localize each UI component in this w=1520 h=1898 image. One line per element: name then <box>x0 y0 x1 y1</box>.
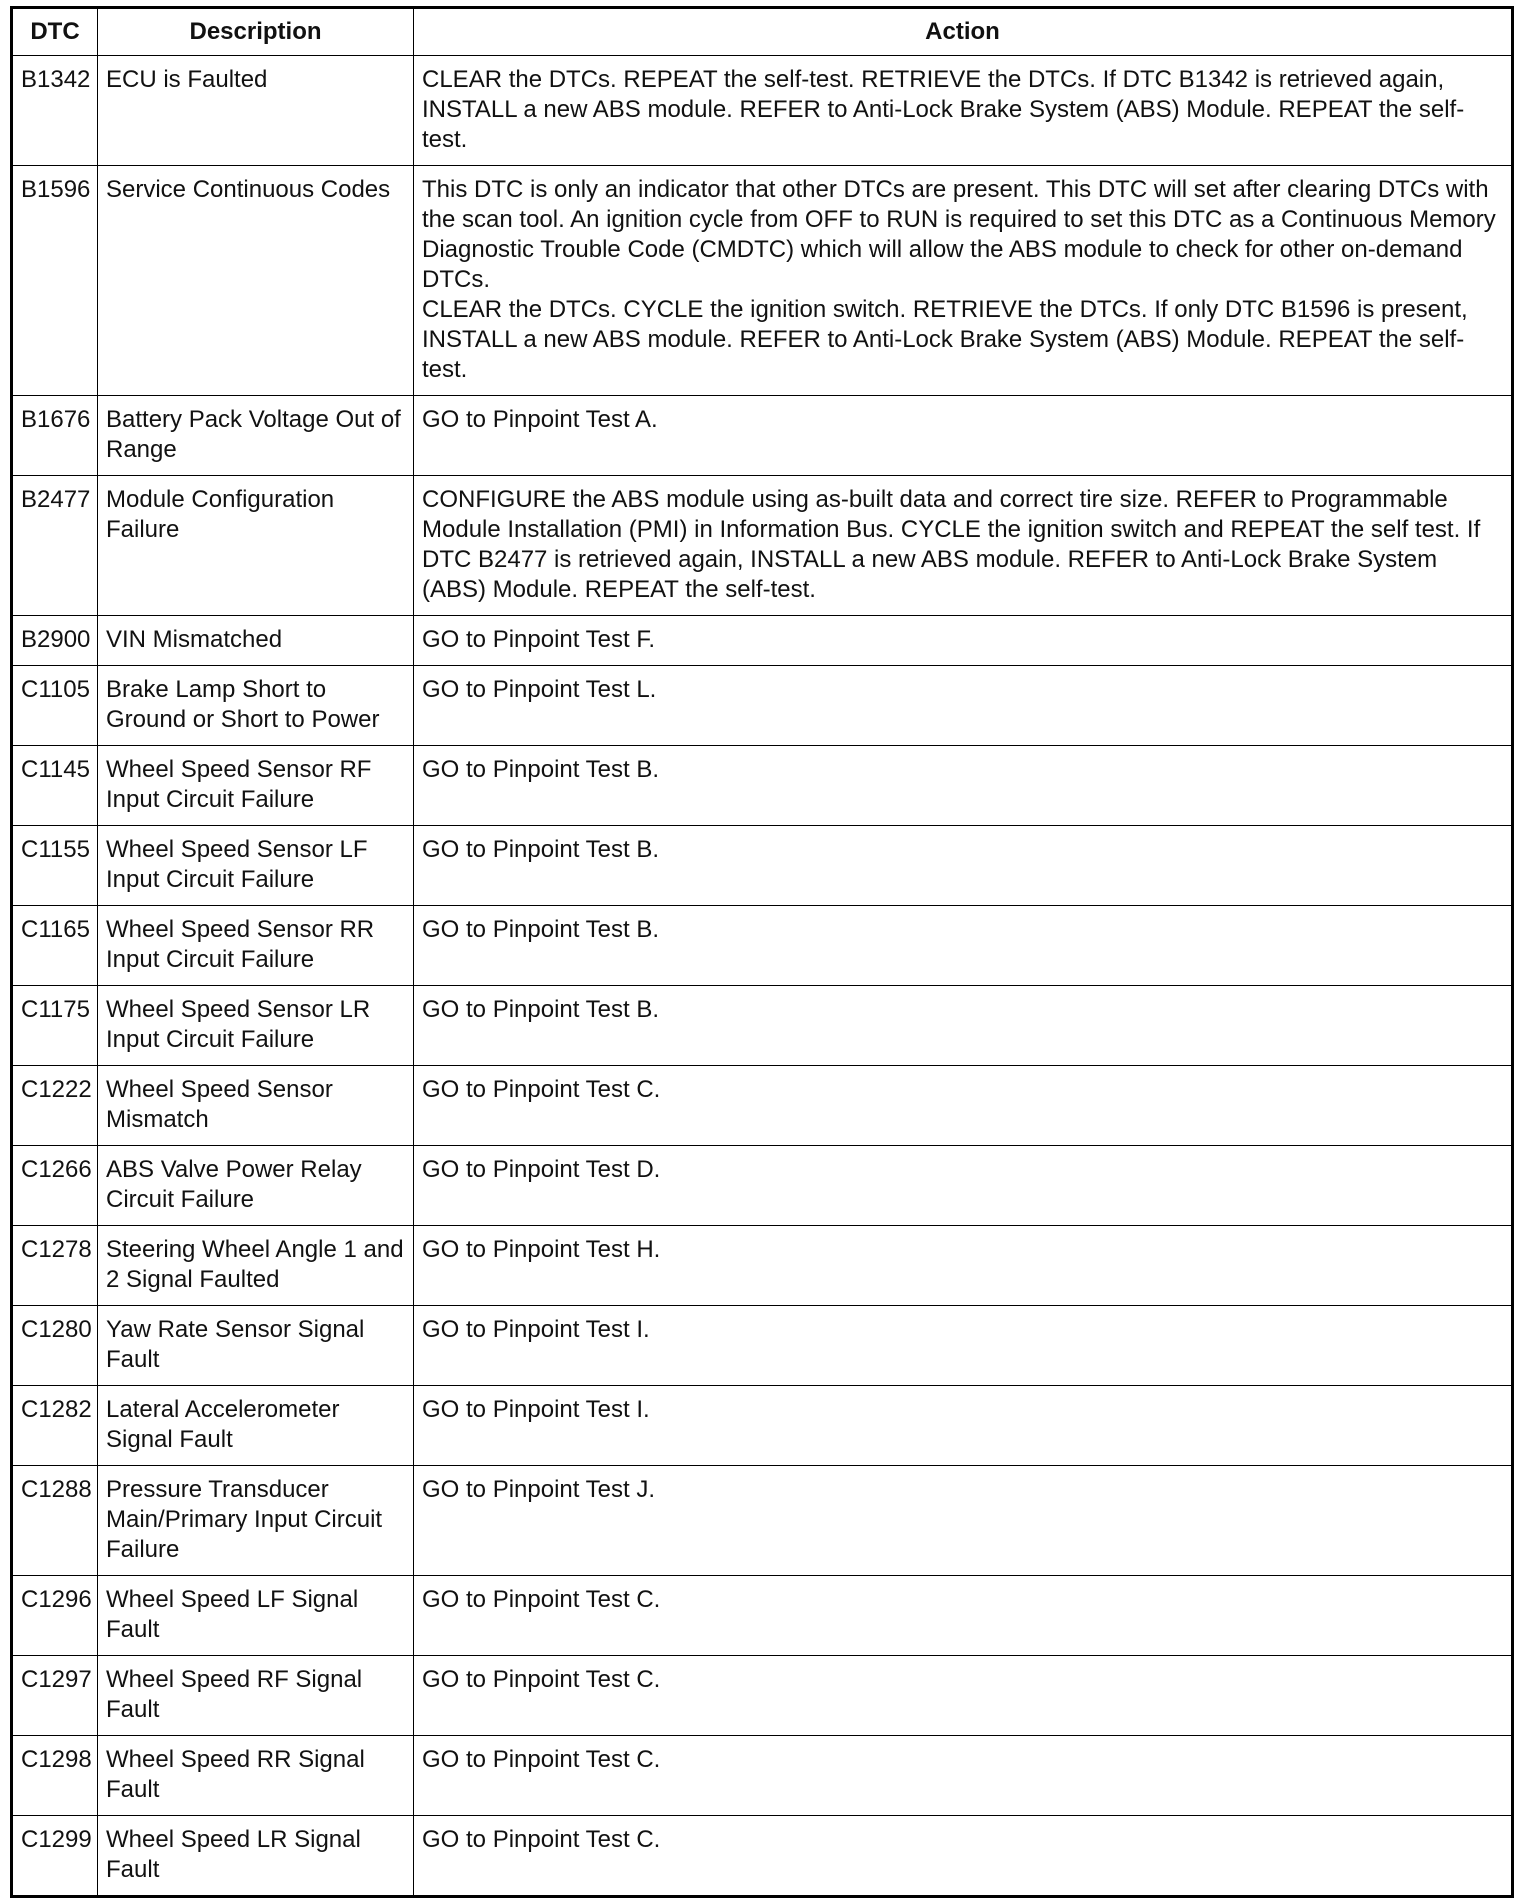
dtc-code-cell: C1155 <box>12 826 98 906</box>
description-cell: Wheel Speed LR Signal Fault <box>98 1816 414 1897</box>
dtc-code-cell: B2477 <box>12 476 98 616</box>
action-cell: GO to Pinpoint Test B. <box>414 746 1513 826</box>
description-cell: Wheel Speed Sensor LR Input Circuit Failure <box>98 986 414 1066</box>
description-cell: VIN Mismatched <box>98 616 414 666</box>
table-row <box>12 1146 1513 1226</box>
description-cell: ECU is Faulted <box>98 56 414 166</box>
action-cell: GO to Pinpoint Test C. <box>414 1816 1513 1897</box>
description-cell: Wheel Speed RF Signal Fault <box>98 1656 414 1736</box>
action-cell: GO to Pinpoint Test C. <box>414 1576 1513 1656</box>
action-cell: GO to Pinpoint Test I. <box>414 1386 1513 1466</box>
description-cell: Module Configuration Failure <box>98 476 414 616</box>
description-cell: Brake Lamp Short to Ground or Short to Power <box>98 666 414 746</box>
action-cell: GO to Pinpoint Test C. <box>414 1736 1513 1816</box>
action-cell: CLEAR the DTCs. REPEAT the self-test. RETRIEVE the DTCs. If DTC B1342 is retrieved again, INSTALL a new ABS module. REFER to Anti-Lock Brake System (ABS) Module. REPEAT the self-test. <box>414 56 1513 166</box>
action-cell: GO to Pinpoint Test J. <box>414 1466 1513 1576</box>
table-row <box>12 1226 1513 1306</box>
description-cell: Wheel Speed Sensor RF Input Circuit Failure <box>98 746 414 826</box>
action-cell: GO to Pinpoint Test B. <box>414 826 1513 906</box>
table-row <box>12 666 1513 746</box>
dtc-code-cell: C1222 <box>12 1066 98 1146</box>
table-row <box>12 986 1513 1066</box>
dtc-code-cell: C1298 <box>12 1736 98 1816</box>
dtc-code-cell: B1342 <box>12 56 98 166</box>
table-row <box>12 826 1513 906</box>
dtc-code-cell: C1278 <box>12 1226 98 1306</box>
description-cell: Yaw Rate Sensor Signal Fault <box>98 1306 414 1386</box>
header-row <box>12 8 1513 56</box>
dtc-code-cell: C1165 <box>12 906 98 986</box>
table-body <box>12 56 1513 1897</box>
action-cell: GO to Pinpoint Test I. <box>414 1306 1513 1386</box>
action-cell: CONFIGURE the ABS module using as-built data and correct tire size. REFER to Programmable Module Installation (PMI) in Information Bus. CYCLE the ignition switch and REPEAT the self test. If DTC B2477 is retrieved again, INSTALL a new ABS module. REFER to Anti-Lock Brake System (ABS) Module. REPEAT the self-test. <box>414 476 1513 616</box>
description-cell: Service Continuous Codes <box>98 166 414 396</box>
dtc-code-cell: C1105 <box>12 666 98 746</box>
dtc-code-cell: C1175 <box>12 986 98 1066</box>
action-cell: GO to Pinpoint Test A. <box>414 396 1513 476</box>
table-row <box>12 746 1513 826</box>
dtc-code-cell: C1280 <box>12 1306 98 1386</box>
description-cell: Pressure Transducer Main/Primary Input Circuit Failure <box>98 1466 414 1576</box>
dtc-table <box>10 6 1514 1898</box>
action-cell: This DTC is only an indicator that other DTCs are present. This DTC will set after clearing DTCs with the scan tool. An ignition cycle from OFF to RUN is required to set this DTC as a Continuous Memory Diagnostic Trouble Code (CMDTC) which will allow the ABS module to check for other on-demand DTCs. CLEAR the DTCs. CYCLE the ignition switch. RETRIEVE the DTCs. If only DTC B1596 is present, INSTALL a new ABS module. REFER to Anti-Lock Brake System (ABS) Module. REPEAT the self-test. <box>414 166 1513 396</box>
description-cell: Wheel Speed LF Signal Fault <box>98 1576 414 1656</box>
dtc-code-cell: B1596 <box>12 166 98 396</box>
table-row <box>12 906 1513 986</box>
dtc-code-cell: C1145 <box>12 746 98 826</box>
table-row <box>12 56 1513 166</box>
header-description: Description <box>98 8 414 56</box>
table-header <box>12 8 1513 56</box>
dtc-code-cell: C1299 <box>12 1816 98 1897</box>
action-cell: GO to Pinpoint Test B. <box>414 986 1513 1066</box>
description-cell: Wheel Speed Sensor LF Input Circuit Failure <box>98 826 414 906</box>
dtc-code-cell: C1288 <box>12 1466 98 1576</box>
table-row <box>12 166 1513 396</box>
description-cell: Steering Wheel Angle 1 and 2 Signal Faulted <box>98 1226 414 1306</box>
header-dtc: DTC <box>12 8 98 56</box>
action-cell: GO to Pinpoint Test H. <box>414 1226 1513 1306</box>
table-row <box>12 616 1513 666</box>
table-row <box>12 1736 1513 1816</box>
action-cell: GO to Pinpoint Test D. <box>414 1146 1513 1226</box>
description-cell: Wheel Speed Sensor RR Input Circuit Failure <box>98 906 414 986</box>
table-row <box>12 1466 1513 1576</box>
dtc-code-cell: B1676 <box>12 396 98 476</box>
header-action: Action <box>414 8 1513 56</box>
dtc-code-cell: B2900 <box>12 616 98 666</box>
table-row <box>12 396 1513 476</box>
action-cell: GO to Pinpoint Test C. <box>414 1066 1513 1146</box>
table-row <box>12 1066 1513 1146</box>
action-cell: GO to Pinpoint Test B. <box>414 906 1513 986</box>
description-cell: Wheel Speed Sensor Mismatch <box>98 1066 414 1146</box>
description-cell: ABS Valve Power Relay Circuit Failure <box>98 1146 414 1226</box>
dtc-code-cell: C1266 <box>12 1146 98 1226</box>
table-row <box>12 1306 1513 1386</box>
description-cell: Wheel Speed RR Signal Fault <box>98 1736 414 1816</box>
description-cell: Battery Pack Voltage Out of Range <box>98 396 414 476</box>
table-row <box>12 1656 1513 1736</box>
description-cell: Lateral Accelerometer Signal Fault <box>98 1386 414 1466</box>
table-row <box>12 1816 1513 1897</box>
action-cell: GO to Pinpoint Test L. <box>414 666 1513 746</box>
action-cell: GO to Pinpoint Test F. <box>414 616 1513 666</box>
dtc-code-cell: C1296 <box>12 1576 98 1656</box>
dtc-code-cell: C1282 <box>12 1386 98 1466</box>
table-row <box>12 1386 1513 1466</box>
dtc-code-cell: C1297 <box>12 1656 98 1736</box>
table-row <box>12 476 1513 616</box>
table-row <box>12 1576 1513 1656</box>
action-cell: GO to Pinpoint Test C. <box>414 1656 1513 1736</box>
